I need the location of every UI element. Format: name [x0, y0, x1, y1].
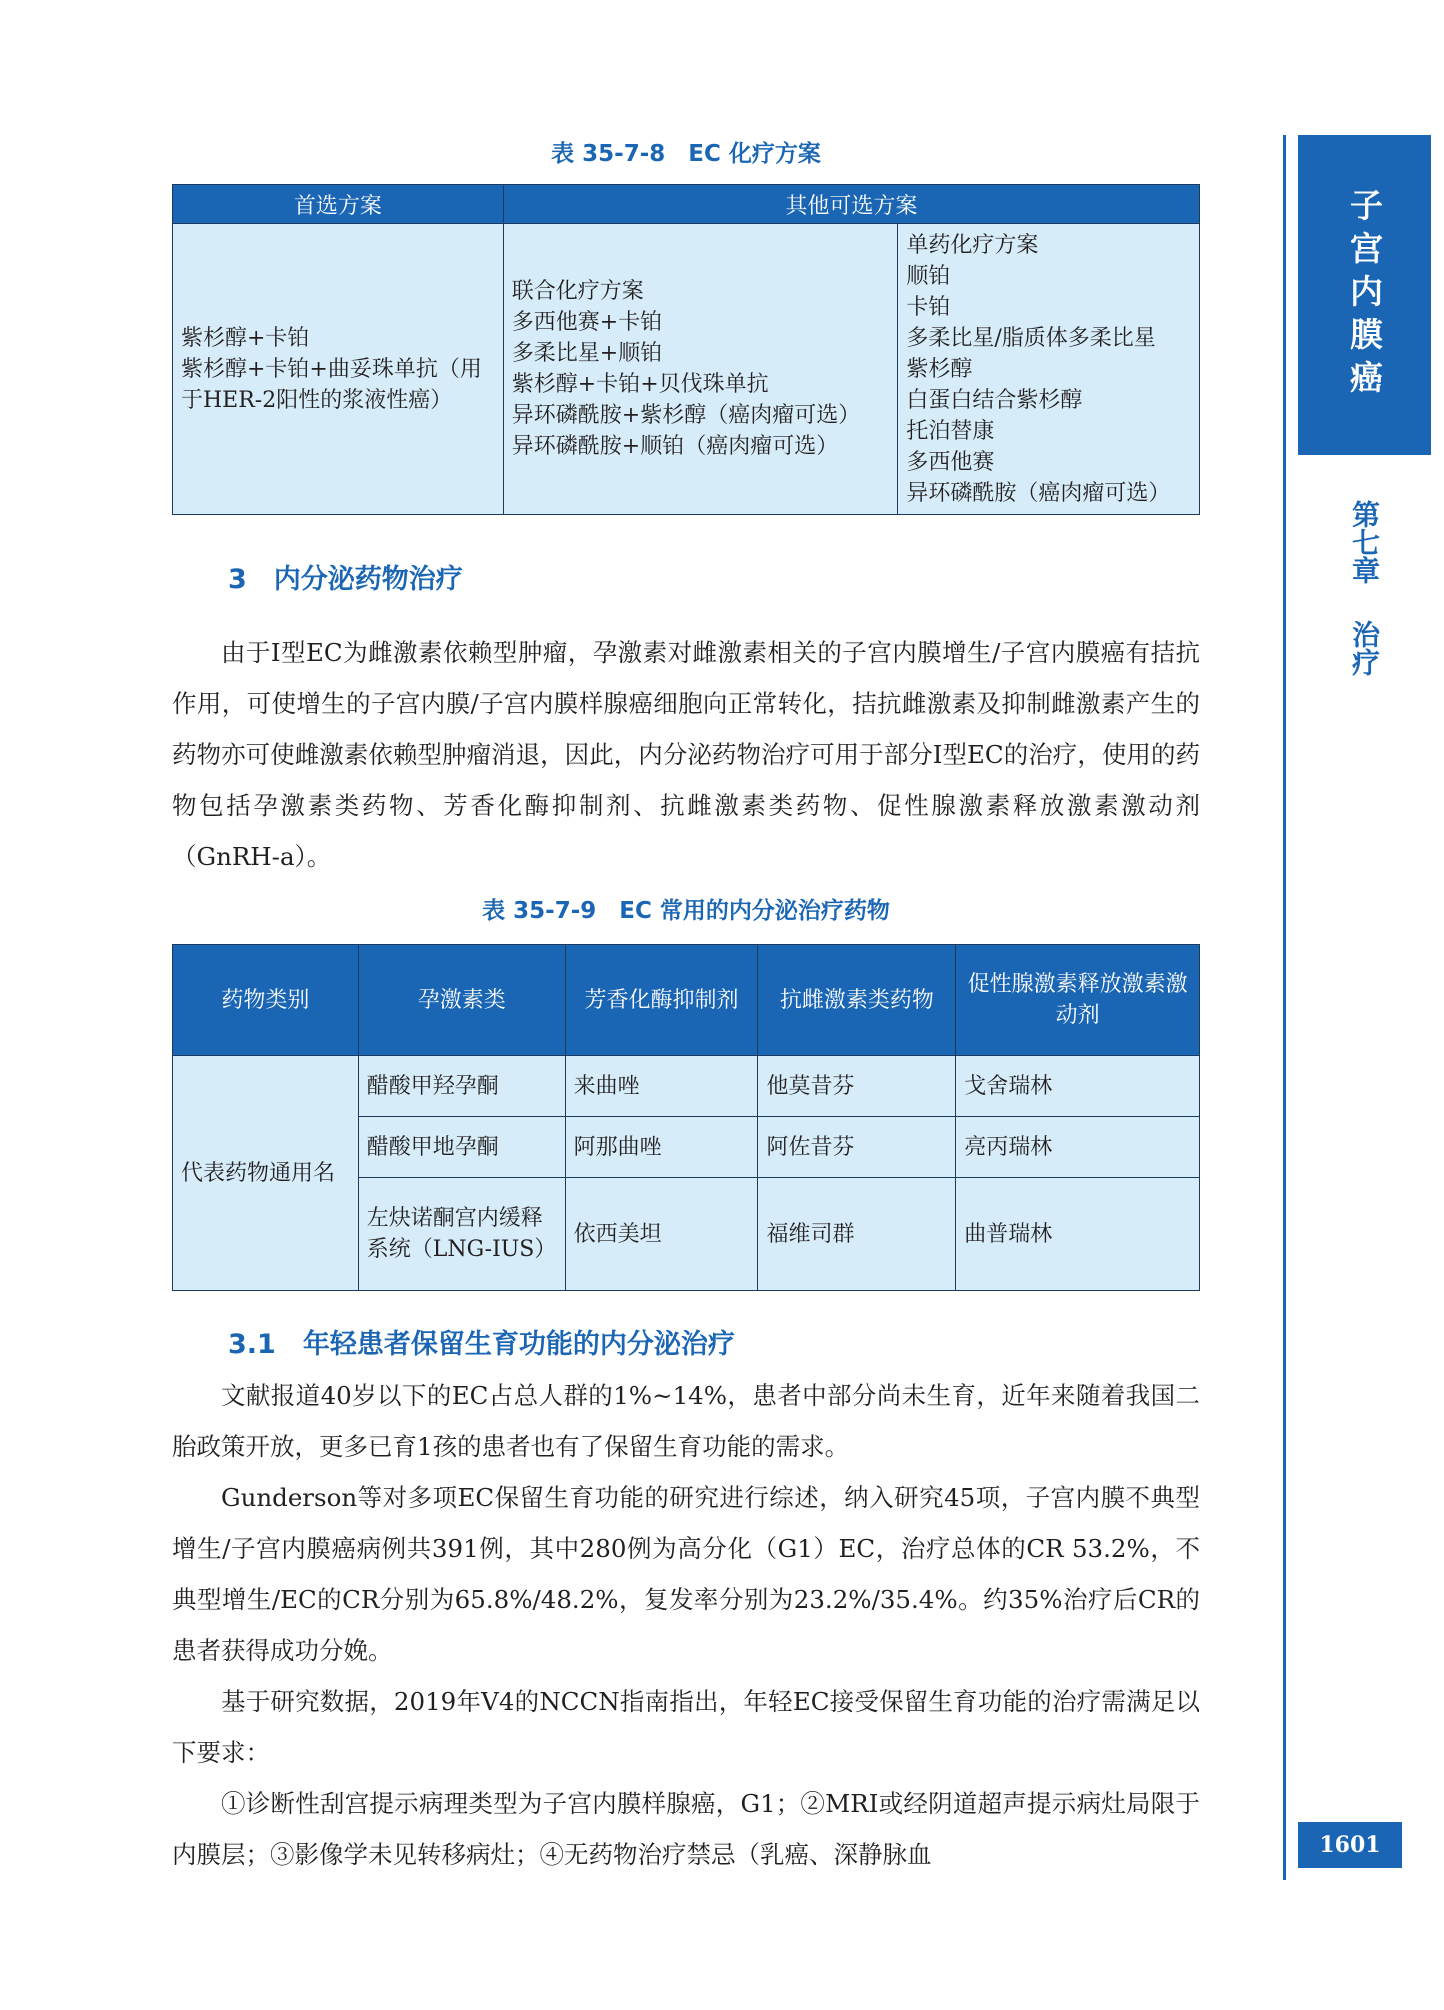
section-tab — [1332, 500, 1396, 676]
section3-paragraph: 由于Ⅰ型EC为雌激素依赖型肿瘤，孕激素对雌激素相关的子宫内膜增生/子宫内膜癌有拮抗作用，可使增生的子宫内膜/子宫内膜样腺癌细胞向正常转化，拮抗雌激素及抑制雌激素产生的药物亦可使雌激素依赖型肿瘤消退，因此，内分泌药物治疗可用于部分Ⅰ型EC的治疗，使用的药物包括孕激素类药物、芳香化酶抑制剂、抗雌激素类药物、促性腺激素释放激素激动剂（GnRH-a）。 — [172, 638, 1200, 871]
table-row — [173, 1056, 1200, 1117]
page-number: 1601 — [1298, 1822, 1402, 1868]
table1-body-row — [173, 224, 1200, 515]
table-cell: 阿佐昔芬 — [758, 1117, 956, 1178]
table1-header-other: 其他可选方案 — [503, 185, 1199, 224]
chemo-regimen-table — [172, 184, 1200, 515]
preferred-line: 于HER-2阳性的浆液性癌） — [181, 387, 453, 413]
table-cell: 醋酸甲羟孕酮 — [358, 1056, 565, 1117]
single-line: 顺铂 — [906, 263, 951, 289]
chapter-title: 子宫内膜癌 — [1345, 187, 1384, 403]
table1-header-row — [173, 185, 1200, 224]
table-cell: 醋酸甲地孕酮 — [358, 1117, 565, 1178]
table2-header-cell: 孕激素类 — [358, 945, 565, 1056]
chapter-divider-line — [1283, 135, 1286, 1880]
table-cell: 依西美坦 — [565, 1178, 758, 1291]
table1-caption: 表 35-7-8 EC 化疗方案 — [551, 141, 821, 167]
single-line: 多柔比星/脂质体多柔比星 — [906, 325, 1156, 351]
table-cell: 曲普瑞林 — [956, 1178, 1200, 1291]
combination-line: 异环磷酰胺+顺铂（癌肉瘤可选） — [511, 434, 839, 459]
single-line: 单药化疗方案 — [906, 232, 1039, 258]
single-line: 异环磷酰胺（癌肉瘤可选） — [906, 480, 1171, 506]
single-line: 紫杉醇 — [906, 356, 973, 382]
single-line: 卡铂 — [906, 294, 951, 320]
table2-header-cell: 抗雌激素类药物 — [758, 945, 956, 1056]
combination-line: 紫杉醇+卡铂+贝伐珠单抗 — [511, 372, 769, 397]
single-agent-cell — [898, 224, 1200, 515]
table2-header-row — [173, 945, 1200, 1056]
preferred-line: 紫杉醇+卡铂 — [181, 325, 310, 351]
single-line: 白蛋白结合紫杉醇 — [906, 387, 1083, 413]
section31-paragraph: Gunderson等对多项EC保留生育功能的研究进行综述，纳入研究45项，子宫内膜不典型增生/子宫内膜癌病例共391例，其中280例为高分化（G1）EC，治疗总体的CR 53.2%，不典型增生/EC的CR分别为65.8%/48.2%，复发率分别为23.2%/35.4%。约35%治疗后CR的患者获得成功分娩。 — [172, 1483, 1200, 1665]
single-line: 多西他赛 — [906, 449, 995, 475]
combination-line: 联合化疗方案 — [511, 279, 644, 304]
table-cell: 他莫昔芬 — [758, 1056, 956, 1117]
table2-header-cell: 促性腺激素释放激素激动剂 — [956, 945, 1200, 1056]
endocrine-drug-table — [172, 944, 1200, 1291]
table-cell: 亮丙瑞林 — [956, 1117, 1200, 1178]
row-label-cell: 代表药物通用名 — [173, 1056, 359, 1291]
preferred-line: 紫杉醇+卡铂+曲妥珠单抗（用 — [181, 356, 482, 382]
table-cell: 福维司群 — [758, 1178, 956, 1291]
table1-header-preferred: 首选方案 — [173, 185, 504, 224]
section3-heading: 3 内分泌药物治疗 — [228, 564, 463, 595]
section-label: 第七章 — [1348, 500, 1381, 584]
section31-heading: 3.1 年轻患者保留生育功能的内分泌治疗 — [228, 1329, 735, 1360]
combination-line: 多西他赛+卡铂 — [511, 310, 663, 335]
table-cell: 左炔诺酮宫内缓释系统（LNG-IUS） — [358, 1178, 565, 1291]
table-cell: 阿那曲唑 — [565, 1117, 758, 1178]
chapter-tab — [1298, 135, 1431, 455]
section31-paragraph: ①诊断性刮宫提示病理类型为子宫内膜样腺癌，G1；②MRI或经阴道超声提示病灶局限于内膜层；③影像学未见转移病灶；④无药物治疗禁忌（乳癌、深静脉血 — [172, 1789, 1200, 1869]
combination-cell — [503, 224, 898, 515]
preferred-cell — [173, 224, 504, 515]
table2-header-cell: 药物类别 — [173, 945, 359, 1056]
section-title: 治疗 — [1348, 620, 1381, 676]
table-cell: 来曲唑 — [565, 1056, 758, 1117]
combination-line: 异环磷酰胺+紫杉醇（癌肉瘤可选） — [511, 403, 861, 428]
section31-paragraph: 基于研究数据，2019年V4的NCCN指南指出，年轻EC接受保留生育功能的治疗需满足以下要求： — [172, 1687, 1200, 1767]
combination-line: 多柔比星+顺铂 — [511, 341, 663, 366]
table2-header-cell: 芳香化酶抑制剂 — [565, 945, 758, 1056]
table2-caption: 表 35-7-9 EC 常用的内分泌治疗药物 — [482, 898, 890, 924]
table-cell: 戈舍瑞林 — [956, 1056, 1200, 1117]
section31-paragraph: 文献报道40岁以下的EC占总人群的1%~14%，患者中部分尚未生育，近年来随着我国二胎政策开放，更多已育1孩的患者也有了保留生育功能的需求。 — [172, 1381, 1200, 1461]
single-line: 托泊替康 — [906, 418, 995, 444]
